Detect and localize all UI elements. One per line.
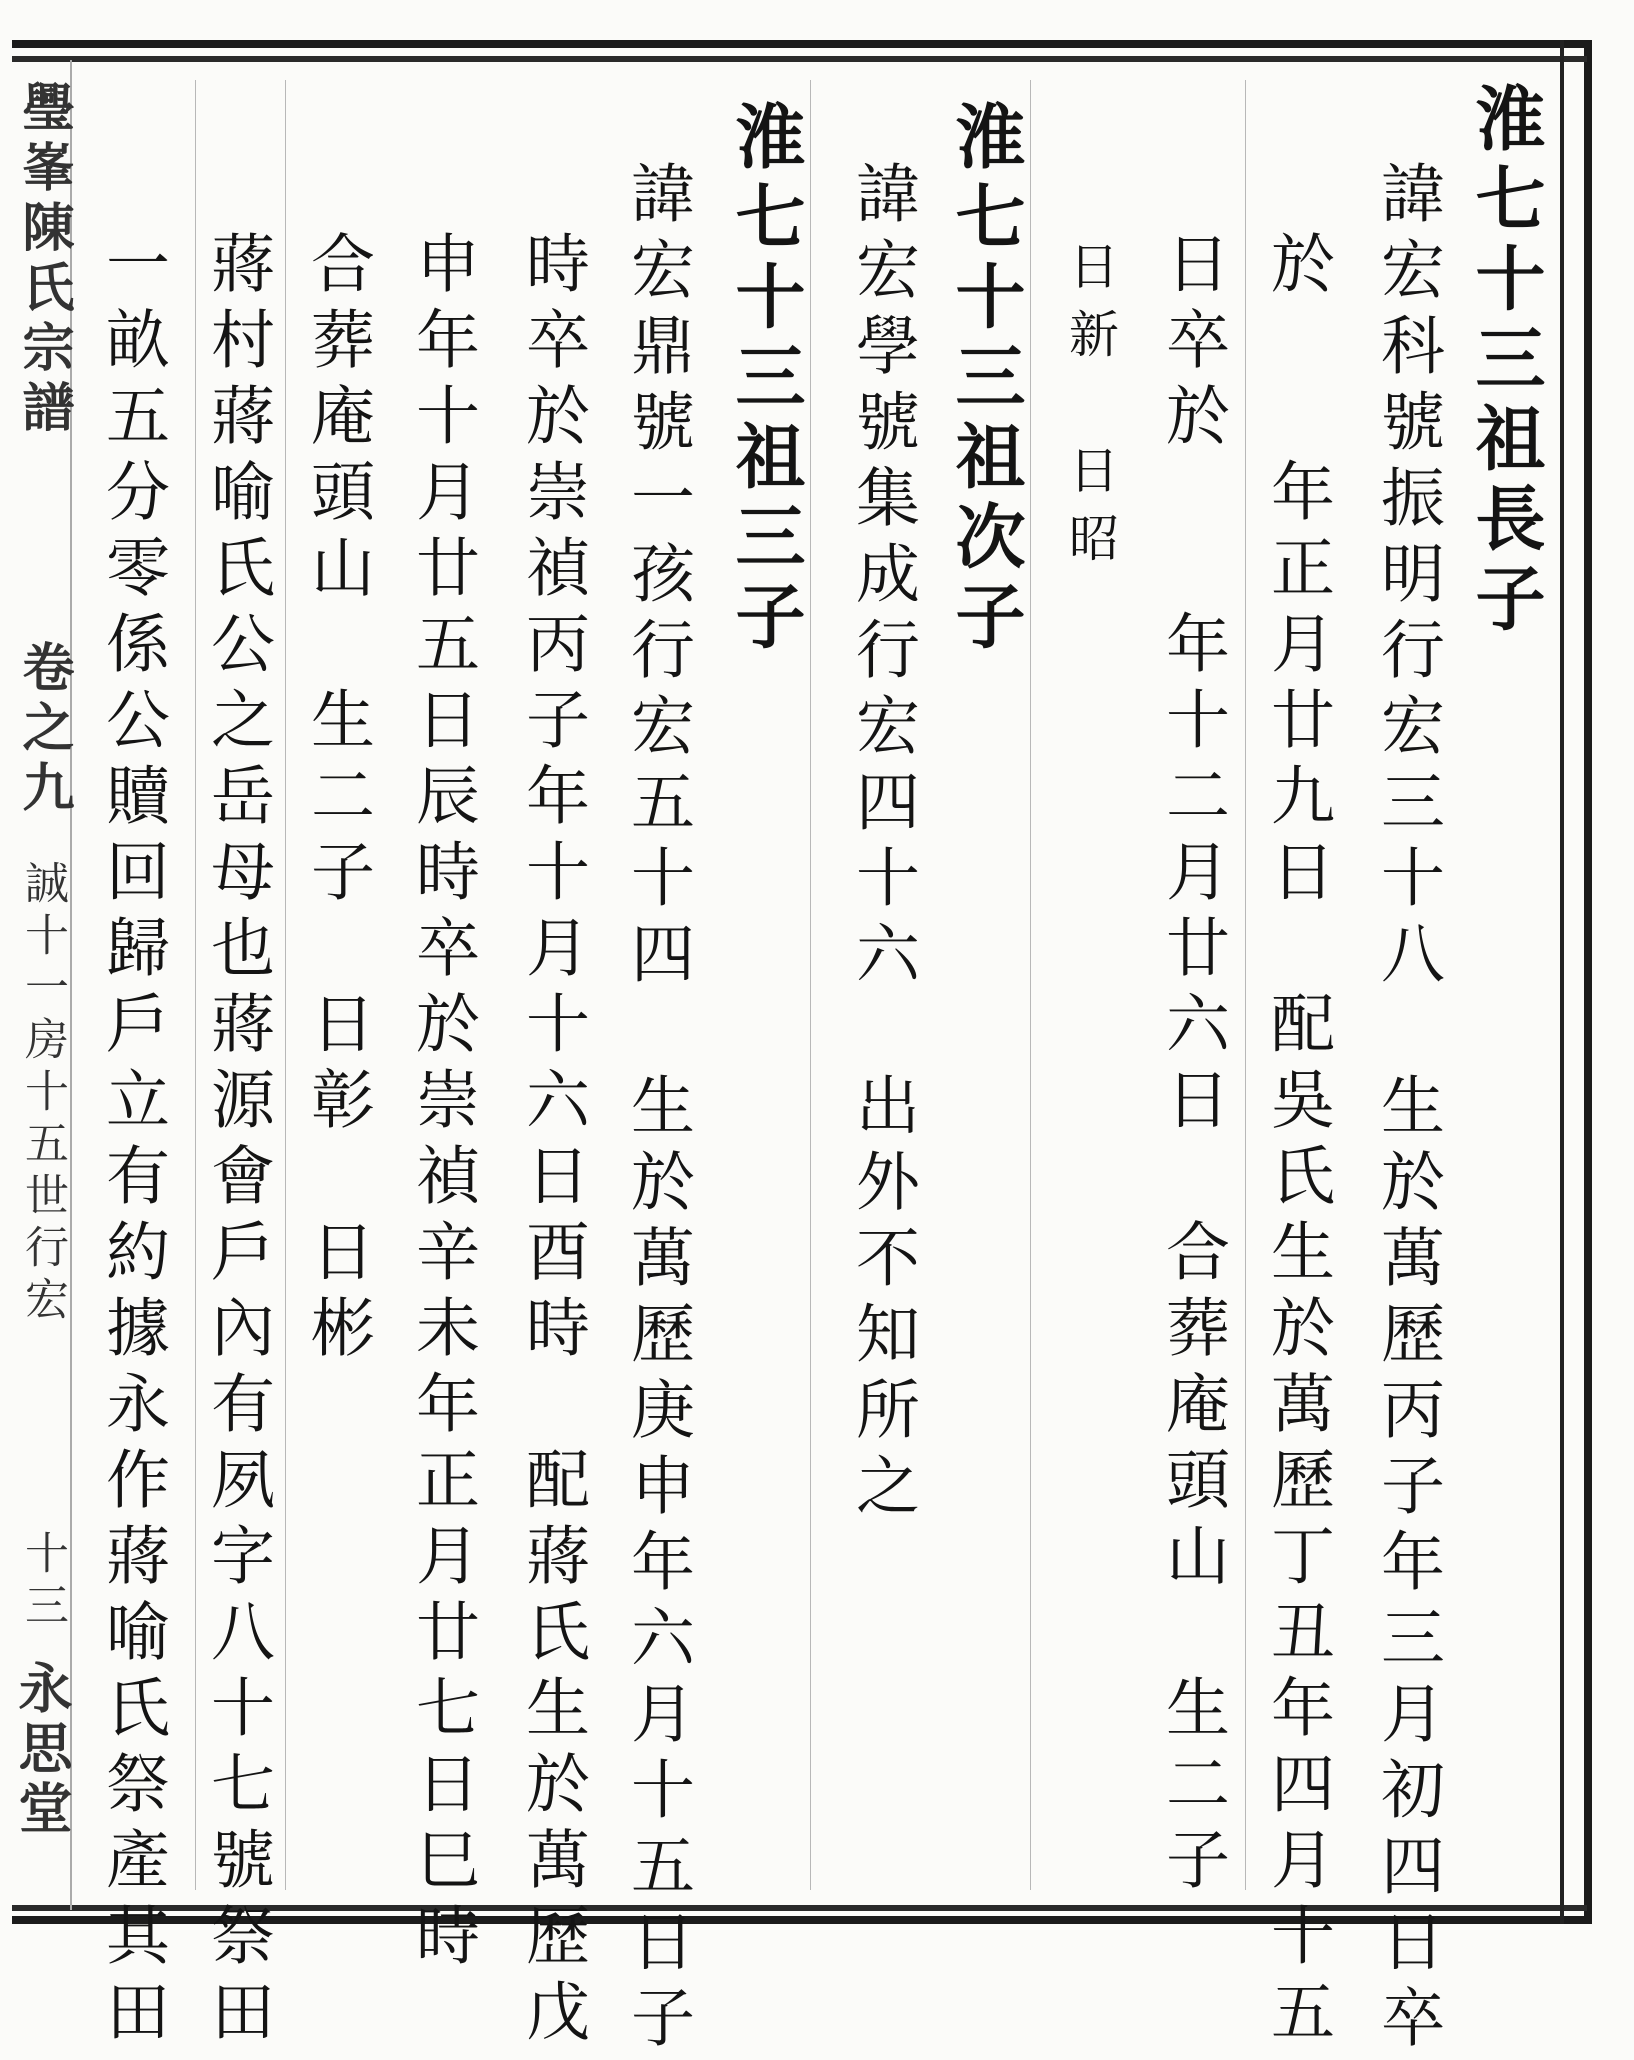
text-column: 諱宏學號集成行宏四十六 出外不知所之 [845, 160, 919, 1528]
entry-heading: 淮七十三祖三子 [724, 100, 807, 660]
children-names: 日新 日昭 [1061, 240, 1119, 580]
volume-label: 卷之九 [13, 640, 74, 820]
column-rule [810, 80, 811, 1890]
text-column: 諱宏鼎號一孩行宏五十四 生於萬歷庚申年六月十五日子 [620, 160, 694, 2060]
text-column: 蔣村蔣喻氏公之岳母也蔣源會戶內有夙字八十七號祭田 [200, 230, 274, 2054]
text-column: 合葬庵頭山 生二子 日彰 日彬 [300, 230, 374, 1370]
genealogy-title: 璺峯陳氏宗譜 [13, 80, 74, 440]
text-column: 日卒於 年十二月廿六日 合葬庵頭山 生二子 [1155, 230, 1229, 1902]
column-rule [1030, 80, 1031, 1890]
column-rule [285, 80, 286, 1890]
text-column: 諱宏科號振明行宏三十八 生於萬歷丙子年三月初四日卒 [1370, 160, 1444, 2060]
column-rule [195, 80, 196, 1890]
top-rule [12, 56, 1587, 62]
column-rule [1245, 80, 1246, 1890]
text-column: 時卒於崇禎丙子年十月十六日酉時 配蔣氏生於萬歷戊 [515, 230, 589, 2054]
entry-heading: 淮七十三祖長子 [1464, 82, 1547, 642]
inner-rule [1560, 40, 1564, 1924]
branch-detail: 誠十一房十五世行宏 [17, 860, 68, 1328]
text-column: 於 年正月廿九日 配吳氏生於萬歷丁丑年四月十五 [1260, 230, 1334, 2054]
hall-name: 永思堂 [10, 1660, 74, 1840]
text-column: 一畝五分零係公贖回歸戶立有約據永作蔣喻氏祭產其田 [95, 230, 169, 2054]
page-number: 十三 [17, 1530, 68, 1634]
entry-heading: 淮七十三祖次子 [944, 100, 1027, 660]
text-column: 申年十月廿五日辰時卒於崇禎辛未年正月廿七日巳時 [405, 230, 479, 1978]
